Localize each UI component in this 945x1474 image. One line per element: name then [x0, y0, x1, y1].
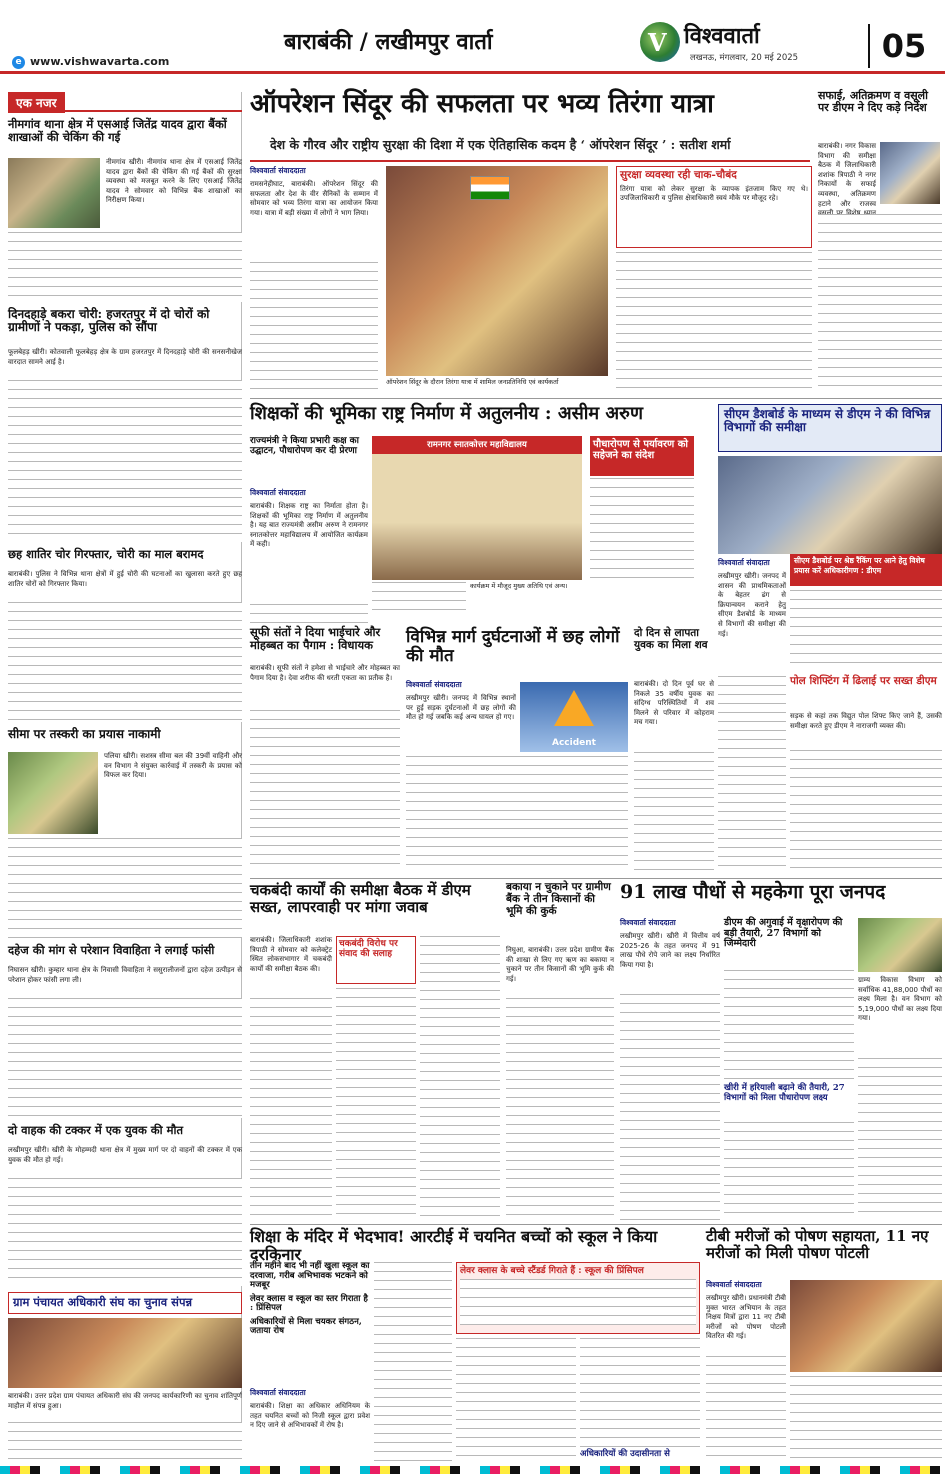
accident-body — [406, 756, 628, 872]
left-story-3-body — [8, 602, 242, 722]
lead-body-right — [616, 252, 812, 392]
ie-icon: e — [12, 56, 25, 69]
accident-byline: विश्ववार्ता संवाददाता — [406, 680, 462, 689]
missing-body — [634, 752, 714, 872]
page-number: 05 — [868, 24, 938, 68]
lead-sidebar-box — [616, 166, 812, 248]
rte-footer-subhead: अधिकारियों की उदासीनता से — [580, 1449, 670, 1459]
dashboard-caption: सीएम डैशबोर्ड पर श्रेष्ठ रैंकिंग पर आने हेतु विशेष प्रयास करें अधिकारीगण : डीएम — [794, 556, 925, 575]
plants-body — [620, 994, 720, 1220]
shiksha-bullet-1: राज्यमंत्री ने किया प्रभारी कक्ष का उद्घाटन, पौधारोपण कर दी प्रेरणा — [250, 436, 359, 457]
lead-body-lead: रामसनेहीघाट, बाराबंकी। ऑपरेशन सिंदूर की सफलता और देश के वीर सैनिकों के सम्मान में सोमवार को भव्य तिरंगा यात्रा का आयोजन किया गया। यात्रा में बड़ी संख्या में लोगों ने भाग लिया। — [250, 180, 378, 217]
dm-portrait-photo — [880, 142, 940, 204]
dashboard-sub-title: पोल शिफ्टिंग में ढिलाई पर सख्त डीएम — [790, 675, 937, 687]
tb-body — [706, 1356, 786, 1462]
ek-nazar-tab — [8, 92, 242, 112]
lead-quote: देश के गौरव और राष्ट्रीय सुरक्षा की दिशा में एक ऐतिहासिक कदम है ‘ ऑपरेशन सिंदूर ’ : सतीश शर्मा — [270, 137, 731, 152]
rte-headline[interactable]: शिक्षा के मंदिर में भेदभाव! आरटीई में चयनित बच्चों को स्कूल ने किया दरकिनार — [250, 1227, 658, 1264]
left-story-7-lead: बाराबंकी। उत्तर प्रदेश ग्राम पंचायत अधिकारी संघ की जनपद कार्यकारिणी का चुनाव शांतिपूर्ण माहौल में संपन्न हुआ। — [8, 1392, 242, 1410]
chakbandi-headline[interactable]: चकबंदी कार्यों की समीक्षा बैठक में डीएम सख्त, लापरवाही पर मांगा जवाब — [250, 881, 471, 916]
rte-bullets — [250, 1262, 370, 1384]
rte-bullet-3: अधिकारियों से मिला चयकर संगठन, जताया रोष — [250, 1316, 362, 1337]
rte-quote-title: लेवर क्लास के बच्चे स्टैंडर्ड गिराते हैं : स्कूल की प्रिंसिपल — [460, 1266, 644, 1276]
dashboard-body — [790, 590, 942, 670]
sangh-photo — [8, 1318, 242, 1388]
left-story-1-lead: नीमगांव खीरी। नीमगांव थाना क्षेत्र में एसआई जितेंद्र यादव द्वारा बैंकों की चेकिंग की गई बैंकों की सुरक्षा व्यवस्था को मजबूत करने के लिए एसआई जितेंद्र यादव ने सोमवार को विभिन्न बैंक शाखाओं का निरीक्षण किया। — [106, 158, 242, 205]
shiksha-photo-caption: कार्यक्रम में मौजूद मुख्य अतिथि एवं अन्य। — [470, 582, 568, 590]
bakaya-body — [506, 998, 614, 1220]
rte-quote-box — [456, 1262, 700, 1334]
left-story-6-lead: लखीमपुर खीरी। खीरी के मोहम्मदी थाना क्षेत्र में मुख्य मार्ग पर दो वाहनों की टक्कर में एक युवक की मौत हो गई। — [8, 1146, 242, 1164]
tb-byline: विश्ववार्ता संवाददाता — [706, 1280, 762, 1289]
left-story-1-title[interactable]: नीमगांव थाना क्षेत्र में एसआई जितेंद्र यादव द्वारा बैंकों शाखाओं की चेकिंग की गई — [8, 117, 227, 144]
shiksha-headline[interactable]: शिक्षकों की भूमिका राष्ट्र निर्माण में अतुलनीय : असीम अरुण — [250, 403, 643, 424]
tb-lead: लखीमपुर खीरी। प्रधानमंत्री टीबी मुक्त भारत अभियान के तहत निक्षय मित्रों द्वारा 11 नए टीबी मरीजों को पोषण पोटली वितरित की गई। — [706, 1294, 786, 1341]
left-story-1-body — [8, 232, 242, 302]
row-divider-1 — [250, 398, 942, 399]
plants-side-lead: ग्राम्य विकास विभाग को सर्वाधिक 41,88,000 पौधों का लक्ष्य मिला है। वन विभाग को 5,19,000 पौधों का लक्ष्य दिया गया। — [858, 976, 942, 1023]
bakaya-headline[interactable]: बकाया न चुकाने पर ग्रामीण बैंक ने तीन किसानों की भूमि की कुर्क — [506, 881, 611, 917]
plants-photo — [858, 918, 942, 972]
lead-sidebar-title: सुरक्षा व्यवस्था रही चाक-चौबंद — [620, 169, 737, 181]
plants-headline[interactable]: 91 लाख पौधों से महकेगा पूरा जनपद — [620, 881, 886, 903]
tb-headline[interactable]: टीबी मरीजों को पोषण सहायता, 11 नए मरीजों को मिली पोषण पोटली — [706, 1227, 929, 1262]
accident-image-label: Accident — [552, 738, 596, 748]
dashboard-lead: लखीमपुर खीरी। जनपद में शासन की प्राथमिकताओं के बेहतर ढंग से क्रियान्वयन कराने हेतु सीएम डैशबोर्ड के माध्यम से विभागों की समीक्षा की गई। — [718, 572, 786, 638]
dashboard-sub-body-3 — [790, 750, 942, 872]
dashboard-photo — [718, 456, 942, 554]
plants-body-3 — [724, 1122, 854, 1220]
rte-body — [374, 1262, 452, 1462]
missing-lead: बाराबंकी। दो दिन पूर्व घर से निकले 35 वर्षीय युवक का संदिग्ध परिस्थितियों में शव मिलने से परिवार में कोहराम मच गया। — [634, 680, 714, 727]
chakbandi-sidebar-box — [336, 936, 416, 984]
shiksha-byline: विश्ववार्ता संवाददाता — [250, 488, 306, 497]
left-story-2-body — [8, 380, 242, 542]
accident-image — [520, 682, 628, 752]
left-story-4-title[interactable]: सीमा पर तस्करी का प्रयास नाकामी — [8, 727, 161, 741]
rte-body-2 — [456, 1338, 576, 1462]
accident-lead: लखीमपुर खीरी। जनपद में विभिन्न स्थानों पर हुई सड़क दुर्घटनाओं में छह लोगों की मौत हो गई जबकि कई अन्य घायल हो गए। — [406, 694, 516, 722]
edition-line: लखनऊ, मंगलवार, 20 मई 2025 — [690, 53, 799, 63]
left-story-3-title[interactable]: छह शातिर चोर गिरफ्तार, चोरी का माल बरामद — [8, 547, 204, 561]
flag-icon — [470, 176, 510, 200]
warning-icon — [554, 690, 594, 726]
lead-byline: विश्ववार्ता संवाददाता — [250, 166, 306, 175]
dashboard-caption-box — [790, 554, 942, 586]
ek-nazar-label: एक नजर — [8, 92, 65, 113]
lead-headline[interactable]: ऑपरेशन सिंदूर की सफलता पर भव्य तिरंगा यात्रा — [250, 89, 714, 119]
plants-subhead: खीरी में हरियाली बढ़ाने की तैयारी, 27 विभागों को मिला पौधारोपण लक्ष्य — [724, 1083, 845, 1103]
dashboard-sub-body: सड़क से कहां तक विद्युत पोल शिफ्ट किए जाने हैं, उसकी समीक्षा करते हुए डीएम ने नाराजगी व्यक्त की। — [790, 712, 942, 730]
left-story-6-title[interactable]: दो वाहक की टक्कर में एक युवक की मौत — [8, 1123, 184, 1137]
bakaya-lead: निघुआ, बाराबंकी। उत्तर प्रदेश ग्रामीण बैंक की शाखा से लिए गए ऋण का बकाया न चुकाने पर तीन किसानों की भूमि कुर्क की गई। — [506, 946, 614, 983]
row-divider-2 — [250, 878, 942, 879]
rte-bullet-2: लेवर क्लास व स्कूल का स्तर गिराता है : प्रिंसिपल — [250, 1293, 368, 1314]
left-story-7-body — [8, 1422, 242, 1462]
left-story-3-lead: बाराबंकी। पुलिस ने विभिन्न थाना क्षेत्रों में हुई चोरी की घटनाओं का खुलासा करते हुए छह शातिर चोरों को गिरफ्तार किया। — [8, 570, 242, 588]
left-story-6-body — [8, 1178, 242, 1286]
plants-lead: लखीमपुर खीरी। खीरी में वित्तीय वर्ष 2025-26 के तहत जनपद में 91 लाख पौधे रोपे जाने का लक्ष्य निर्धारित किया गया है। — [620, 932, 720, 969]
right-top-headline[interactable]: सफाई, अतिक्रमण व वसूली पर डीएम ने दिए कड़े निर्देश — [818, 89, 928, 115]
rte-body-3 — [580, 1338, 700, 1448]
section-title: बाराबंकी / लखीमपुर वार्ता — [284, 29, 493, 55]
left-story-2-title[interactable]: दिनदहाड़े बकरा चोरी: हजरतपुर में दो चोरों को ग्रामीणों ने पकड़ा, पुलिस को सौंपा — [8, 307, 210, 335]
lead-rule — [250, 160, 810, 162]
sufi-headline[interactable]: सूफी संतों ने दिया भाईचारे और मोहब्बत का पैगाम : विधायक — [250, 625, 381, 652]
brand-logo-icon: V — [640, 22, 680, 62]
chakbandi-lead: बाराबंकी। जिलाधिकारी शशांक त्रिपाठी ने सोमवार को कलेक्ट्रेट स्थित लोकसभागार में चकबंदी कार्यों की समीक्षा बैठक की। — [250, 936, 332, 973]
plants-byline: विश्ववार्ता संवाददाता — [620, 918, 676, 927]
shiksha-body-lead: बाराबंकी। शिक्षक राष्ट्र का निर्माता होता है। शिक्षकों की भूमिका राष्ट्र निर्माण में अतुलनीय है। यह बात राज्यमंत्री असीम अरुण ने रामनगर स्नातकोत्तर महाविद्यालय में आयोजित कार्यक्रम में कही। — [250, 502, 368, 549]
chakbandi-sidebar-title: चकबंदी विरोध पर संवाद की सलाह — [339, 939, 398, 960]
tb-photo — [790, 1280, 942, 1372]
env-box — [590, 436, 694, 476]
chakbandi-sidebar-body — [336, 988, 416, 1220]
env-box-title: पौधारोपण से पर्यावरण को सहेजने का संदेश — [593, 439, 689, 462]
rte-lead: बाराबंकी। शिक्षा का अधिकार अधिनियम के तहत चयनित बच्चों को निजी स्कूल द्वारा प्रवेश न दिए जाने से अभिभावकों में रोष है। — [250, 1402, 370, 1430]
left-story-5-title[interactable]: दहेज की मांग से परेशान विवाहिता ने लगाई फांसी — [8, 943, 215, 957]
accident-headline[interactable]: विभिन्न मार्ग दुर्घटनाओं में छह लोगों की मौत — [406, 627, 620, 667]
left-story-4-lead: पलिया खीरी। सशस्त्र सीमा बल की 39वीं वाहिनी और वन विभाग ने संयुक्त कार्रवाई में तस्करी के प्रयास को विफल कर दिया। — [104, 752, 242, 780]
color-registration-strip — [0, 1466, 945, 1474]
shiksha-bullet-box — [250, 436, 368, 484]
rte-quote-body — [460, 1279, 696, 1325]
website-url[interactable]: www.vishwavarta.com — [30, 55, 170, 68]
college-photo — [372, 436, 582, 580]
college-banner: रामनगर स्नातकोत्तर महाविद्यालय — [427, 440, 527, 450]
shiksha-body-2 — [250, 604, 368, 624]
chakbandi-body-2 — [420, 936, 500, 1220]
plants-side-body — [858, 1058, 942, 1220]
rte-bullet-1: तीन महीने बाद भी नहीं खुला स्कूल का दरवाजा, गरीब अभिभावक भटकने को मजबूर — [250, 1261, 370, 1291]
rte-byline: विश्ववार्ता संवाददाता — [250, 1388, 306, 1397]
right-top-body — [818, 214, 942, 390]
right-top-lead: बाराबंकी। नगर विकास विभाग की समीक्षा बैठक में जिलाधिकारी शशांक त्रिपाठी ने नगर निकायों के सफाई व्यवस्था, अतिक्रमण हटाने और राजस्व — [818, 142, 876, 208]
row-divider-3 — [250, 1224, 942, 1225]
left-story-4-body — [8, 838, 242, 938]
env-box-body — [590, 478, 694, 578]
shiksha-body — [372, 582, 466, 612]
lead-sidebar-body: तिरंगा यात्रा को लेकर सुरक्षा के व्यापक इंतजाम किए गए थे। उपजिलाधिकारी व पुलिस क्षेत्राधिकारी स्वयं मौके पर मौजूद रहे। — [620, 184, 808, 203]
left-story-5-lead: निघासन खीरी। कुम्हार थाना क्षेत्र के निवासी विवाहिता ने ससुरालीजनों द्वारा दहेज उत्पीड़न से परेशान होकर फांसी लगा ली। — [8, 966, 242, 984]
left-story-5-body — [8, 998, 242, 1118]
lead-photo-caption: ऑपरेशन सिंदूर के दौरान तिरंगा यात्रा में शामिल जनप्रतिनिधि एवं कार्यकर्ता — [386, 378, 559, 386]
masthead — [0, 0, 945, 74]
lead-body — [250, 262, 378, 392]
chakbandi-body — [250, 998, 332, 1220]
dashboard-sub-body-2 — [718, 676, 786, 872]
left-story-7-box — [8, 1292, 242, 1314]
plants-sub: डीएम की अगुवाई में वृक्षारोपण की बड़ी तैयारी, 27 विभागों को जिम्मेदारी — [724, 917, 843, 950]
dashboard-box — [718, 404, 942, 452]
brand-name: विश्ववार्ता — [684, 23, 760, 49]
bank-photo — [8, 158, 100, 228]
missing-headline[interactable]: दो दिन से लापता युवक का मिला शव — [634, 627, 708, 651]
left-story-7-title[interactable]: ग्राम पंचायत अधिकारी संघ का चुनाव संपन्न — [13, 1295, 193, 1309]
sufi-body — [250, 710, 400, 872]
sufi-lead: बाराबंकी। सूफी संतों ने हमेशा से भाईचारे और मोहब्बत का पैगाम दिया है। देवा शरीफ की धरती एकता का प्रतीक है। — [250, 664, 400, 682]
dashboard-headline[interactable]: सीएम डैशबोर्ड के माध्यम से डीएम ने की विभिन्न विभागों की समीक्षा — [724, 407, 931, 435]
left-column — [8, 92, 242, 1462]
plants-body-2 — [724, 970, 854, 1080]
left-story-2-lead: फूलबेहड़ खीरी। कोतवाली फूलबेहड़ क्षेत्र के ग्राम हजरतपुर में दिनदहाड़े चोरी की सनसनीखेज वारदात सामने आई है। — [8, 348, 242, 366]
forest-photo — [8, 752, 98, 834]
dashboard-byline: विश्ववार्ता संवादाता — [718, 558, 770, 567]
tb-body-2 — [790, 1376, 942, 1462]
